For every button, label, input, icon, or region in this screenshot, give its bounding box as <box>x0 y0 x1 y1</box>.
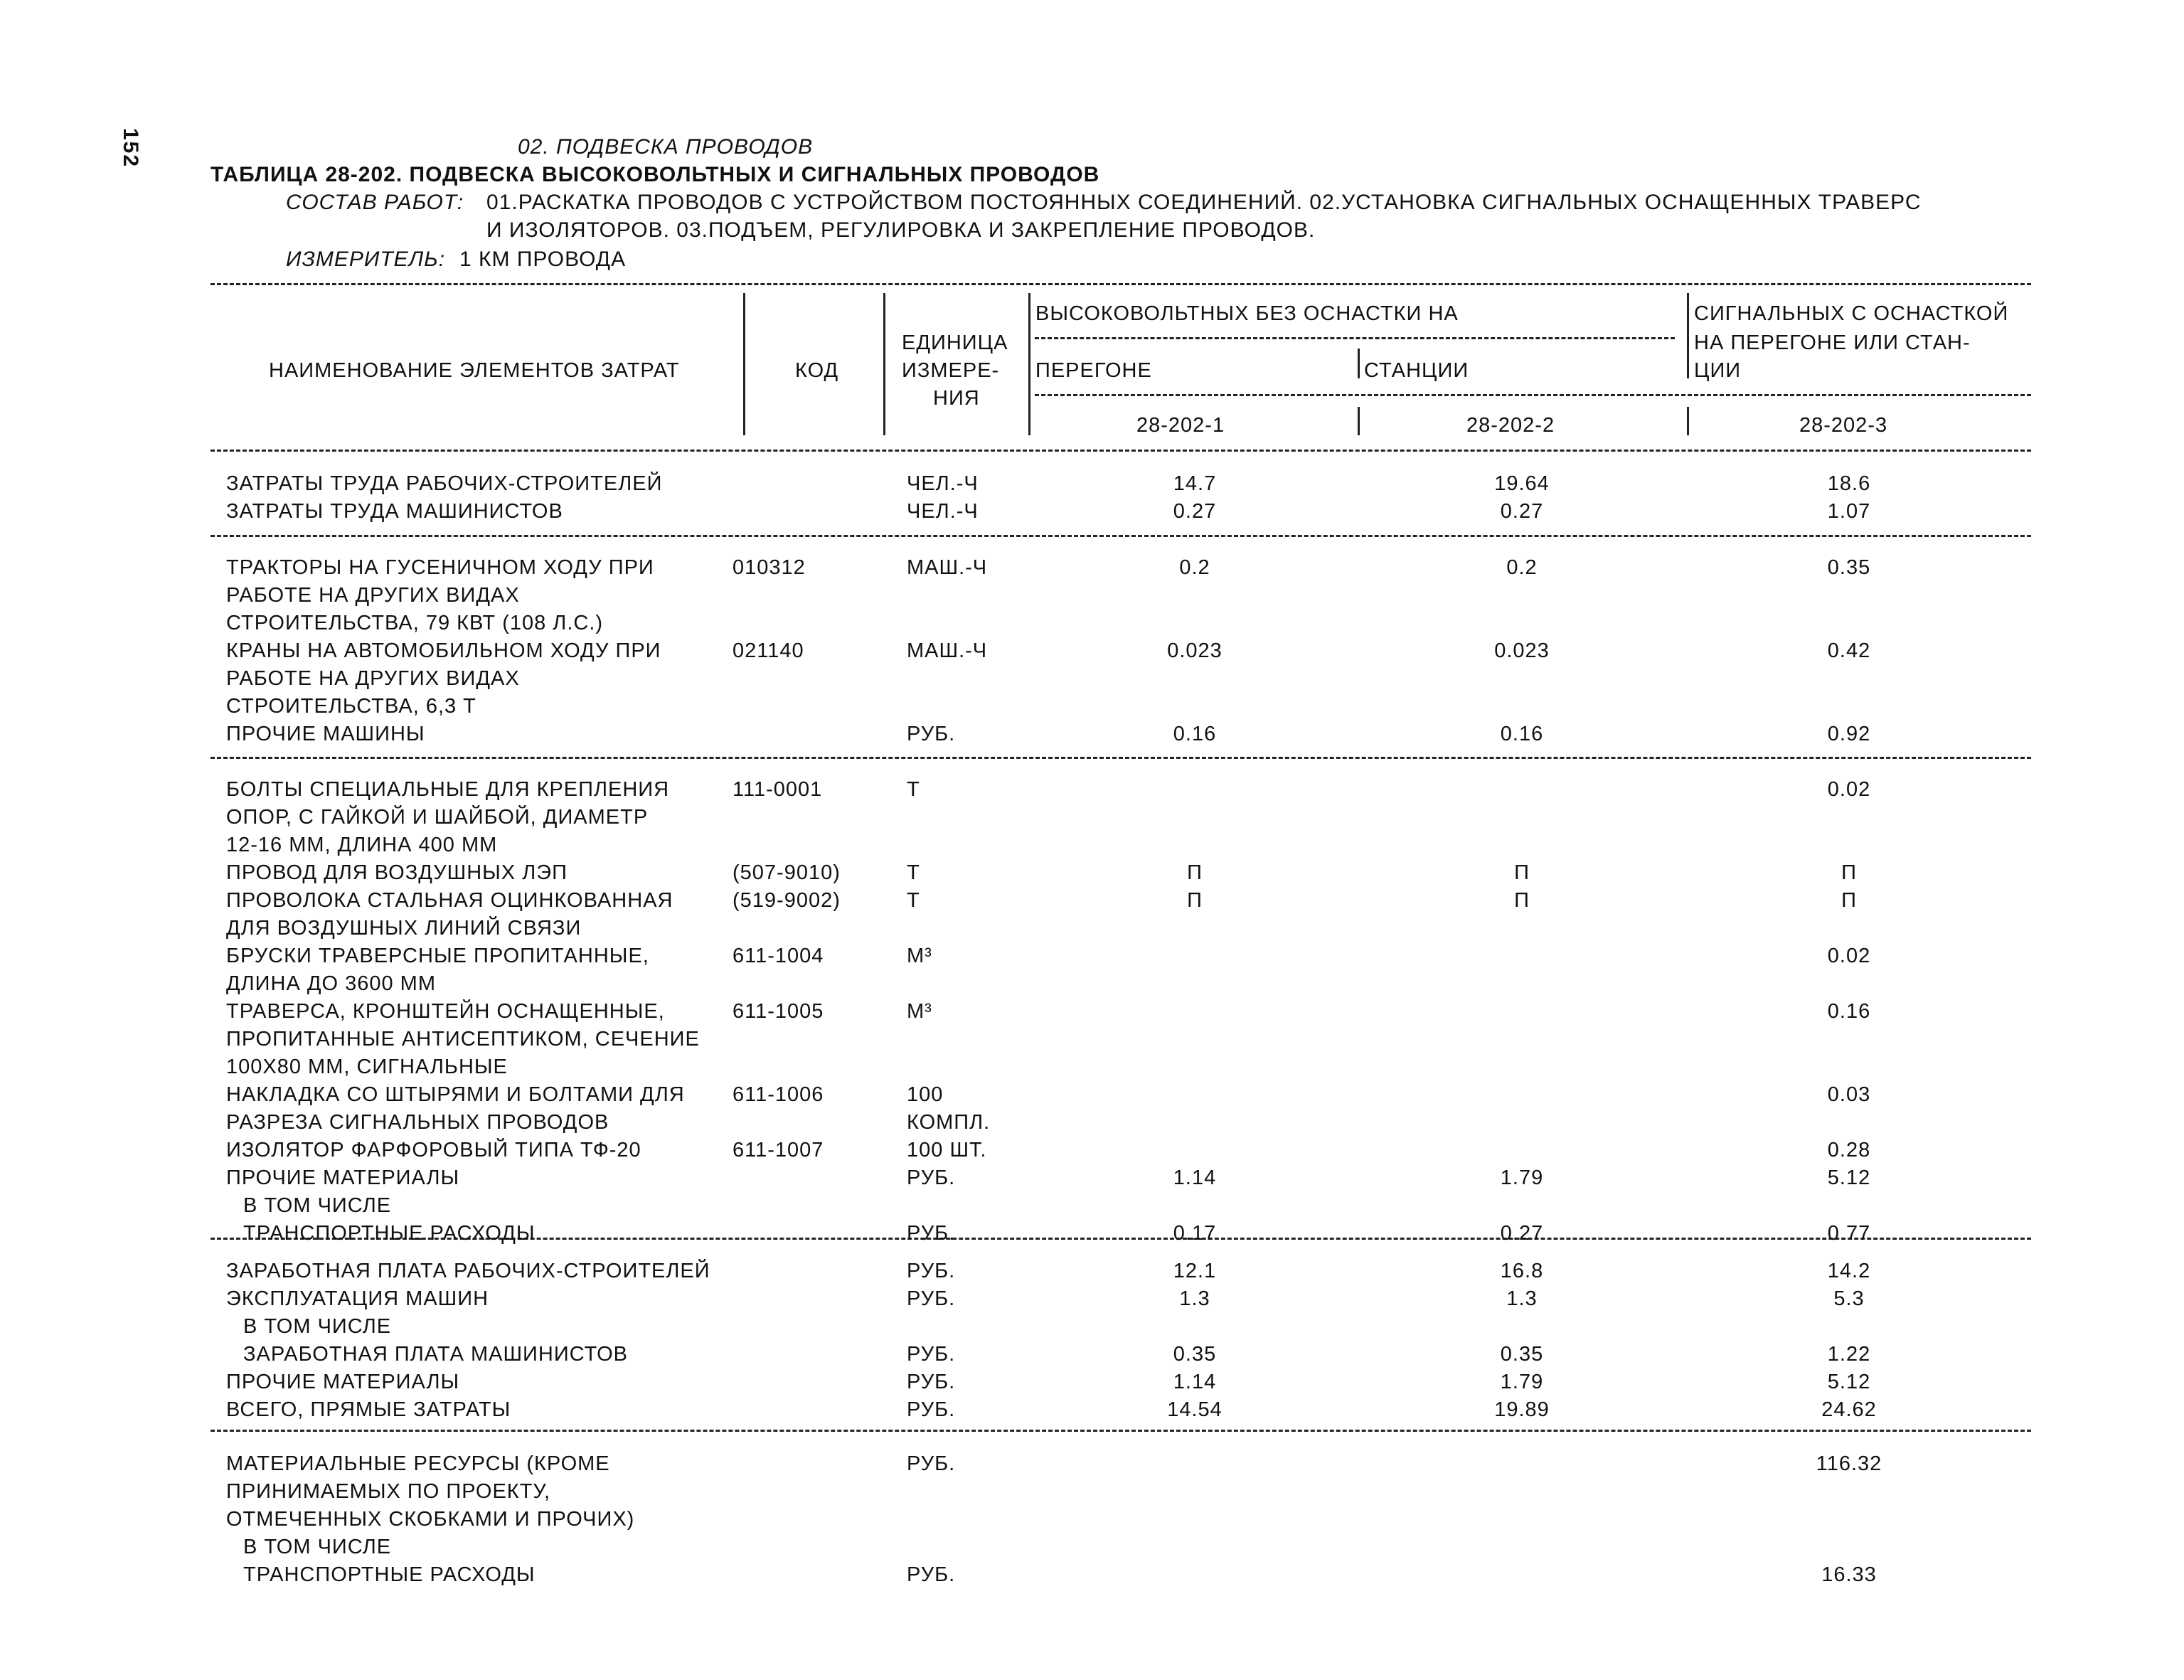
row-value-28-202-2: П <box>1514 861 1530 884</box>
table-row <box>0 612 2184 640</box>
row-unit: РУБ. <box>907 1287 956 1310</box>
row-value-28-202-1: 1.3 <box>1179 1287 1210 1310</box>
table-row <box>0 1139 2184 1167</box>
header-group-rule <box>1035 337 1675 339</box>
row-unit: Т <box>907 861 920 884</box>
row-code: (507-9010) <box>733 861 841 884</box>
row-value-28-202-1: П <box>1187 889 1203 912</box>
table-row <box>0 1563 2184 1592</box>
row-unit: РУБ. <box>907 1222 956 1245</box>
row-code: 611-1004 <box>733 945 824 967</box>
row-value-28-202-3: 18.6 <box>1827 472 1871 495</box>
table-row <box>0 1194 2184 1223</box>
header-unit-1: ЕДИНИЦА <box>902 331 1008 354</box>
table-row <box>0 1343 2184 1371</box>
row-code: 611-1007 <box>733 1139 824 1161</box>
row-name: 12-16 ММ, ДЛИНА 400 ММ <box>226 834 498 856</box>
row-value-28-202-2: 1.79 <box>1500 1166 1544 1189</box>
row-name: ИЗОЛЯТОР ФАРФОРОВЫЙ ТИПА ТФ-20 <box>226 1139 641 1161</box>
group-rule <box>211 1430 2031 1432</box>
table-row <box>0 1083 2184 1112</box>
table-row <box>0 1452 2184 1481</box>
row-value-28-202-3: 5.3 <box>1833 1287 1865 1310</box>
header-bottom-rule <box>211 450 2031 452</box>
header-group-sig-1: СИГНАЛЬНЫХ С ОСНАСТКОЙ <box>1694 302 2009 325</box>
table-row <box>0 861 2184 890</box>
row-value-28-202-3: 0.02 <box>1827 778 1871 801</box>
row-code: 611-1005 <box>733 1000 824 1023</box>
row-value-28-202-1: 0.2 <box>1179 556 1210 579</box>
table-row <box>0 1028 2184 1056</box>
table-row <box>0 639 2184 668</box>
row-name: ЗАТРАТЫ ТРУДА МАШИНИСТОВ <box>226 500 563 523</box>
row-name: РАЗРЕЗА СИГНАЛЬНЫХ ПРОВОДОВ <box>226 1111 609 1134</box>
row-code: (519-9002) <box>733 889 841 912</box>
row-name: РАБОТЕ НА ДРУГИХ ВИДАХ <box>226 584 520 607</box>
row-value-28-202-3: П <box>1841 889 1857 912</box>
table-row <box>0 945 2184 973</box>
row-value-28-202-3: 14.2 <box>1827 1260 1871 1282</box>
header-sub-2: СТАНЦИИ <box>1364 359 1469 382</box>
row-name: СТРОИТЕЛЬСТВА, 79 КВТ (108 Л.С.) <box>226 612 604 634</box>
row-value-28-202-1: 0.35 <box>1173 1343 1217 1366</box>
row-name: БРУСКИ ТРАВЕРСНЫЕ ПРОПИТАННЫЕ, <box>226 945 649 967</box>
table-row <box>0 1536 2184 1564</box>
row-value-28-202-1: 0.023 <box>1167 639 1222 662</box>
table-row <box>0 1508 2184 1536</box>
table-row <box>0 1166 2184 1195</box>
table-row <box>0 1056 2184 1084</box>
table-row <box>0 723 2184 751</box>
row-name: ВСЕГО, ПРЯМЫЕ ЗАТРАТЫ <box>226 1398 511 1421</box>
row-value-28-202-2: 19.89 <box>1494 1398 1550 1421</box>
table-row <box>0 834 2184 862</box>
row-value-28-202-3: 5.12 <box>1827 1166 1871 1189</box>
row-unit: РУБ. <box>907 1166 956 1189</box>
row-name: ДЛИНА ДО 3600 ММ <box>226 972 436 995</box>
row-value-28-202-2: 0.27 <box>1500 500 1544 523</box>
row-unit: РУБ. <box>907 1371 956 1393</box>
row-name: ТРАКТОРЫ НА ГУСЕНИЧНОМ ХОДУ ПРИ <box>226 556 654 579</box>
row-value-28-202-2: 0.023 <box>1494 639 1550 662</box>
header-unit-3: НИЯ <box>933 387 980 410</box>
row-value-28-202-3: 0.16 <box>1827 1000 1871 1023</box>
row-value-28-202-3: 24.62 <box>1821 1398 1877 1421</box>
table-row <box>0 1287 2184 1316</box>
row-name: ТРАНСПОРТНЫЕ РАСХОДЫ <box>243 1222 536 1245</box>
row-value-28-202-3: 0.92 <box>1827 723 1871 745</box>
work-line-1: 01.РАСКАТКА ПРОВОДОВ С УСТРОЙСТВОМ ПОСТОЯННЫХ СОЕДИНЕНИЙ. 02.УСТАНОВКА СИГНАЛЬНЫХ ОСНАЩЕННЫХ ТРАВЕРС <box>486 191 1922 214</box>
group-rule <box>211 535 2031 537</box>
row-name: ЗАРАБОТНАЯ ПЛАТА РАБОЧИХ-СТРОИТЕЛЕЙ <box>226 1260 710 1282</box>
row-name: ПРОВОЛОКА СТАЛЬНАЯ ОЦИНКОВАННАЯ <box>226 889 673 912</box>
row-unit: М³ <box>907 1000 932 1023</box>
measure-label: ИЗМЕРИТЕЛЬ: <box>286 248 446 271</box>
header-name: НАИМЕНОВАНИЕ ЭЛЕМЕНТОВ ЗАТРАТ <box>269 359 680 382</box>
row-unit: РУБ. <box>907 1343 956 1366</box>
row-unit: М³ <box>907 945 932 967</box>
header-separator <box>883 293 885 435</box>
header-separator <box>1687 293 1689 378</box>
row-value-28-202-2: 0.16 <box>1500 723 1544 745</box>
table-row <box>0 1111 2184 1139</box>
table-row <box>0 584 2184 612</box>
row-value-28-202-3: 0.02 <box>1827 945 1871 967</box>
row-name: ОТМЕЧЕННЫХ СКОБКАМИ И ПРОЧИХ) <box>226 1508 635 1531</box>
row-value-28-202-3: П <box>1841 861 1857 884</box>
table-row <box>0 500 2184 528</box>
row-value-28-202-1: П <box>1187 861 1203 884</box>
row-code: 021140 <box>733 639 804 662</box>
header-separator <box>1358 407 1360 435</box>
row-value-28-202-2: 16.8 <box>1500 1260 1544 1282</box>
row-name: В ТОМ ЧИСЛЕ <box>243 1194 392 1217</box>
row-unit: РУБ. <box>907 1398 956 1421</box>
row-unit: РУБ. <box>907 1563 956 1586</box>
header-separator <box>1028 293 1030 435</box>
table-row <box>0 667 2184 696</box>
row-name: ЗАРАБОТНАЯ ПЛАТА МАШИНИСТОВ <box>243 1343 628 1366</box>
row-name: 100Х80 ММ, СИГНАЛЬНЫЕ <box>226 1056 508 1078</box>
row-unit: ЧЕЛ.-Ч <box>907 472 979 495</box>
row-code: 010312 <box>733 556 806 579</box>
table-row <box>0 1315 2184 1344</box>
row-value-28-202-2: 0.27 <box>1500 1222 1544 1245</box>
row-name: БОЛТЫ СПЕЦИАЛЬНЫЕ ДЛЯ КРЕПЛЕНИЯ <box>226 778 670 801</box>
table-row <box>0 806 2184 834</box>
section-title: 02. ПОДВЕСКА ПРОВОДОВ <box>518 135 814 159</box>
row-unit: РУБ. <box>907 1452 956 1475</box>
row-value-28-202-3: 0.77 <box>1827 1222 1871 1245</box>
row-value-28-202-3: 0.42 <box>1827 639 1871 662</box>
row-name: ТРАВЕРСА, КРОНШТЕЙН ОСНАЩЕННЫЕ, <box>226 1000 665 1023</box>
row-code: 611-1006 <box>733 1083 824 1106</box>
table-row <box>0 1222 2184 1250</box>
table-row <box>0 778 2184 807</box>
table-row <box>0 1371 2184 1399</box>
row-value-28-202-1: 14.54 <box>1167 1398 1222 1421</box>
table-row <box>0 972 2184 1001</box>
row-unit: МАШ.-Ч <box>907 556 988 579</box>
work-line-2: И ИЗОЛЯТОРОВ. 03.ПОДЪЕМ, РЕГУЛИРОВКА И ЗАКРЕПЛЕНИЕ ПРОВОДОВ. <box>486 218 1316 242</box>
header-col-2: 28-202-2 <box>1466 414 1555 437</box>
row-name: ПРОЧИЕ МАТЕРИАЛЫ <box>226 1371 460 1393</box>
row-name: В ТОМ ЧИСЛЕ <box>243 1315 392 1338</box>
row-value-28-202-1: 1.14 <box>1173 1371 1217 1393</box>
header-unit-2: ИЗМЕРЕ- <box>902 359 1000 382</box>
row-name: ЭКСПЛУАТАЦИЯ МАШИН <box>226 1287 489 1310</box>
group-rule <box>211 757 2031 759</box>
row-name: В ТОМ ЧИСЛЕ <box>243 1536 392 1558</box>
row-name: МАТЕРИАЛЬНЫЕ РЕСУРСЫ (КРОМЕ <box>226 1452 610 1475</box>
row-value-28-202-2: 19.64 <box>1494 472 1550 495</box>
header-col-3: 28-202-3 <box>1799 414 1888 437</box>
header-code: КОД <box>795 359 839 382</box>
row-name: ПРИНИМАЕМЫХ ПО ПРОЕКТУ, <box>226 1480 551 1503</box>
row-value-28-202-3: 0.35 <box>1827 556 1871 579</box>
row-value-28-202-1: 14.7 <box>1173 472 1217 495</box>
table-row <box>0 556 2184 585</box>
row-unit: Т <box>907 778 920 801</box>
row-name: НАКЛАДКА СО ШТЫРЯМИ И БОЛТАМИ ДЛЯ <box>226 1083 685 1106</box>
header-col-1: 28-202-1 <box>1136 414 1225 437</box>
row-name: ОПОР, С ГАЙКОЙ И ШАЙБОЙ, ДИАМЕТР <box>226 806 649 829</box>
page-number: 152 <box>119 128 142 169</box>
table-row <box>0 1000 2184 1028</box>
row-value-28-202-2: 0.2 <box>1506 556 1538 579</box>
table-row <box>0 1398 2184 1427</box>
row-unit: РУБ. <box>907 1260 956 1282</box>
header-group-sig-2: НА ПЕРЕГОНЕ ИЛИ СТАН- <box>1694 331 1971 354</box>
header-sub-rule <box>1035 394 2031 396</box>
row-value-28-202-3: 1.22 <box>1827 1343 1871 1366</box>
row-name: ЗАТРАТЫ ТРУДА РАБОЧИХ-СТРОИТЕЛЕЙ <box>226 472 663 495</box>
row-unit: РУБ. <box>907 723 956 745</box>
row-value-28-202-2: П <box>1514 889 1530 912</box>
header-group-hv: ВЫСОКОВОЛЬТНЫХ БЕЗ ОСНАСТКИ НА <box>1035 302 1459 325</box>
row-unit: Т <box>907 889 920 912</box>
row-name: ПРОПИТАННЫЕ АНТИСЕПТИКОМ, СЕЧЕНИЕ <box>226 1028 700 1051</box>
table-row <box>0 1480 2184 1509</box>
row-value-28-202-2: 1.3 <box>1506 1287 1538 1310</box>
table-row <box>0 1260 2184 1288</box>
row-value-28-202-1: 0.16 <box>1173 723 1217 745</box>
row-value-28-202-3: 1.07 <box>1827 500 1871 523</box>
table-title: ТАБЛИЦА 28-202. ПОДВЕСКА ВЫСОКОВОЛЬТНЫХ И СИГНАЛЬНЫХ ПРОВОДОВ <box>211 163 1100 186</box>
row-name: ТРАНСПОРТНЫЕ РАСХОДЫ <box>243 1563 536 1586</box>
work-label: СОСТАВ РАБОТ: <box>286 191 464 214</box>
row-value-28-202-1: 12.1 <box>1173 1260 1217 1282</box>
header-group-sig-3: ЦИИ <box>1694 359 1742 382</box>
table-row <box>0 889 2184 918</box>
row-name: ПРОЧИЕ МАШИНЫ <box>226 723 425 745</box>
row-name: РАБОТЕ НА ДРУГИХ ВИДАХ <box>226 667 520 690</box>
row-value-28-202-3: 16.33 <box>1821 1563 1877 1586</box>
row-value-28-202-2: 0.35 <box>1500 1343 1544 1366</box>
measure-value: 1 КМ ПРОВОДА <box>459 248 627 271</box>
table-row <box>0 695 2184 723</box>
row-value-28-202-1: 0.27 <box>1173 500 1217 523</box>
header-separator <box>743 293 745 435</box>
row-code: 111-0001 <box>733 778 823 801</box>
table-row <box>0 472 2184 501</box>
row-name: ПРОВОД ДЛЯ ВОЗДУШНЫХ ЛЭП <box>226 861 568 884</box>
row-value-28-202-3: 5.12 <box>1827 1371 1871 1393</box>
row-value-28-202-3: 0.03 <box>1827 1083 1871 1106</box>
row-unit: 100 <box>907 1083 944 1106</box>
header-separator <box>1687 407 1689 435</box>
row-value-28-202-1: 1.14 <box>1173 1166 1217 1189</box>
row-name: ПРОЧИЕ МАТЕРИАЛЫ <box>226 1166 460 1189</box>
row-value-28-202-3: 116.32 <box>1816 1452 1882 1475</box>
row-name: СТРОИТЕЛЬСТВА, 6,3 Т <box>226 695 476 718</box>
row-unit: 100 ШТ. <box>907 1139 987 1161</box>
row-name: КРАНЫ НА АВТОМОБИЛЬНОМ ХОДУ ПРИ <box>226 639 661 662</box>
row-value-28-202-1: 0.17 <box>1173 1222 1217 1245</box>
header-top-rule <box>211 283 2031 285</box>
row-unit: КОМПЛ. <box>907 1111 991 1134</box>
row-value-28-202-3: 0.28 <box>1827 1139 1871 1161</box>
row-unit: МАШ.-Ч <box>907 639 988 662</box>
table-row <box>0 917 2184 945</box>
row-unit: ЧЕЛ.-Ч <box>907 500 979 523</box>
row-value-28-202-2: 1.79 <box>1500 1371 1544 1393</box>
row-name: ДЛЯ ВОЗДУШНЫХ ЛИНИЙ СВЯЗИ <box>226 917 582 940</box>
header-sub-1: ПЕРЕГОНЕ <box>1035 359 1152 382</box>
header-separator <box>1358 349 1360 378</box>
